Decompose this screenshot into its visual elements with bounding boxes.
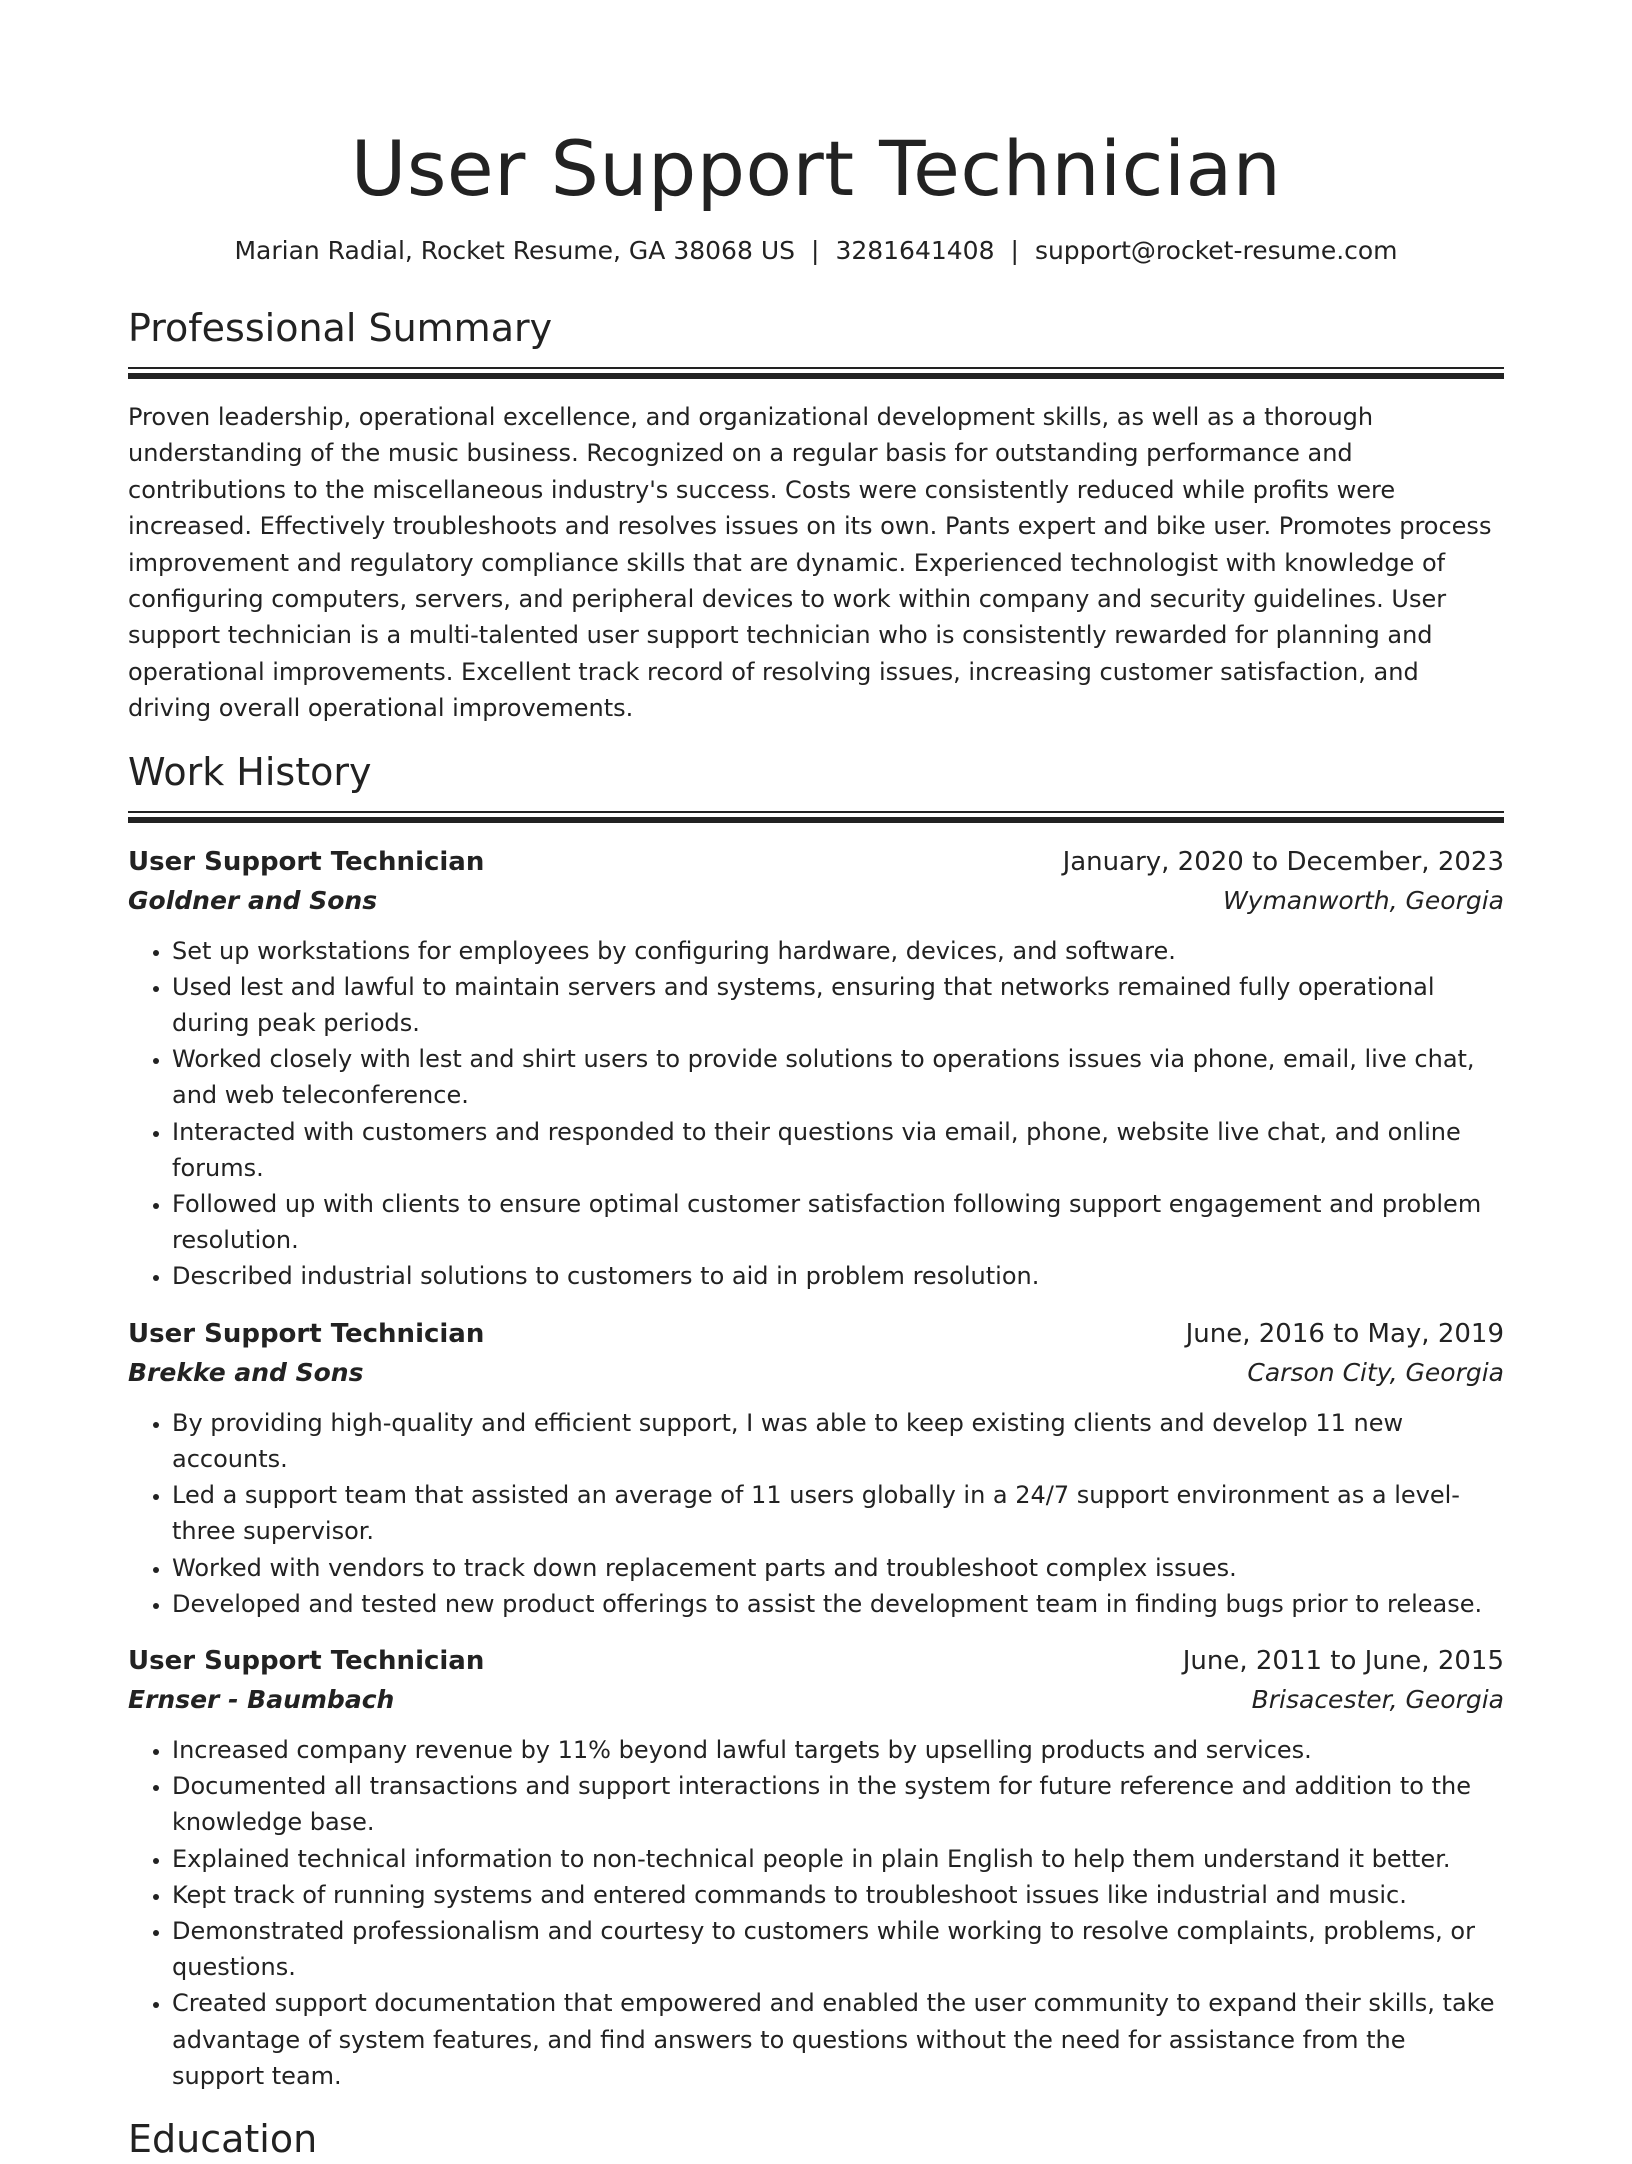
- bullet-item: • Followed up with clients to ensure optimal customer satisfaction following support engagement and problem resolution.: [172, 1186, 1504, 1258]
- bullet-item: • Set up workstations for employees by configuring hardware, devices, and software.: [172, 933, 1504, 969]
- bullet-item: • Kept track of running systems and entered commands to troubleshoot issues like industrial and music.: [172, 1877, 1504, 1913]
- contact-line: [128, 234, 1504, 268]
- job-location: Brisacester, Georgia: [1251, 1684, 1504, 1714]
- bullet-item: • Developed and tested new product offerings to assist the development team in finding bugs prior to release.: [172, 1586, 1504, 1622]
- summary-section: [128, 303, 1504, 727]
- summary-text: Proven leadership, operational excellence, and organizational development skills, as well as a thorough understanding of the music business. Recognized on a regular basis for outstanding performance and contributions to the miscellaneous industry's success. Costs were consistently reduced while profits were increased. Effectively troubleshoots and resolves issues on its own. Pants expert and bike user. Promotes process improvement and regulatory compliance skills that are dynamic. Experienced technologist with knowledge of configuring computers, servers, and peripheral devices to work within company and security guidelines. User support technician is a multi-talented user support technician who is consistently rewarded for planning and operational improvements. Excellent track record of resolving issues, increasing customer satisfaction, and driving overall operational improvements.: [128, 403, 1492, 723]
- bullet-item: • Interacted with customers and responded to their questions via email, phone, website live chat, and online forums.: [172, 1114, 1504, 1186]
- contact-separator: |: [811, 236, 820, 265]
- job-dates: January, 2020 to December, 2023: [1062, 846, 1504, 877]
- job-entry: [128, 843, 1504, 1295]
- job-entry: [128, 1315, 1504, 1622]
- job-dates: June, 2011 to June, 2015: [1182, 1645, 1504, 1676]
- resume-title: User Support Technician: [350, 124, 1282, 213]
- summary-heading: Professional Summary: [128, 306, 553, 350]
- job-bullets: [128, 1732, 1504, 2094]
- education-section: [128, 2114, 1504, 2164]
- bullet-item: • Used lest and lawful to maintain servers and systems, ensuring that networks remained fully operational during peak periods.: [172, 969, 1504, 1041]
- section-divider: [128, 367, 1504, 387]
- bullet-item: • Demonstrated professionalism and courtesy to customers while working to resolve complaints, problems, or questions.: [172, 1913, 1504, 1985]
- bullet-item: • Worked with vendors to track down replacement parts and troubleshoot complex issues.: [172, 1550, 1504, 1586]
- resume-page: [128, 0, 1504, 2164]
- contact-separator: |: [1010, 236, 1019, 265]
- job-title: User Support Technician: [128, 1318, 485, 1349]
- job-title: User Support Technician: [128, 846, 485, 877]
- education-heading: Education: [128, 2116, 318, 2161]
- section-divider: [128, 811, 1504, 831]
- job-bullets: [128, 933, 1504, 1295]
- job-location: Carson City, Georgia: [1247, 1357, 1504, 1387]
- contact-email: support@rocket-resume.com: [1034, 236, 1398, 265]
- bullet-item: • Documented all transactions and support interactions in the system for future reference and addition to the knowledge base.: [172, 1768, 1504, 1840]
- job-entry: [128, 1642, 1504, 2094]
- bullet-item: • Described industrial solutions to customers to aid in problem resolution.: [172, 1258, 1504, 1294]
- bullet-item: • Increased company revenue by 11% beyond lawful targets by upselling products and services.: [172, 1732, 1504, 1768]
- job-company: Brekke and Sons: [128, 1357, 364, 1387]
- job-location: Wymanworth, Georgia: [1222, 885, 1504, 915]
- job-bullets: [128, 1405, 1504, 1622]
- contact-phone: 3281641408: [835, 236, 995, 265]
- contact-address: Marian Radial, Rocket Resume, GA 38068 US: [234, 236, 795, 265]
- job-title: User Support Technician: [128, 1645, 485, 1676]
- bullet-item: • Explained technical information to non-technical people in plain English to help them understand it better.: [172, 1841, 1504, 1877]
- bullet-item: • By providing high-quality and efficient support, I was able to keep existing clients and develop 11 new accounts.: [172, 1405, 1504, 1477]
- bullet-item: • Worked closely with lest and shirt users to provide solutions to operations issues via phone, email, live chat, and web teleconference.: [172, 1041, 1504, 1113]
- bullet-item: • Created support documentation that empowered and enabled the user community to expand their skills, take advantage of system features, and find answers to questions without the need for assistance from the support team.: [172, 1985, 1504, 2094]
- job-company: Goldner and Sons: [128, 885, 378, 915]
- work-history-heading: Work History: [128, 749, 372, 794]
- job-dates: June, 2016 to May, 2019: [1185, 1318, 1504, 1349]
- bullet-item: • Led a support team that assisted an average of 11 users globally in a 24/7 support environment as a level-three supervisor.: [172, 1477, 1504, 1549]
- job-company: Ernser - Baumbach: [128, 1684, 395, 1714]
- work-history-section: [128, 747, 1504, 2094]
